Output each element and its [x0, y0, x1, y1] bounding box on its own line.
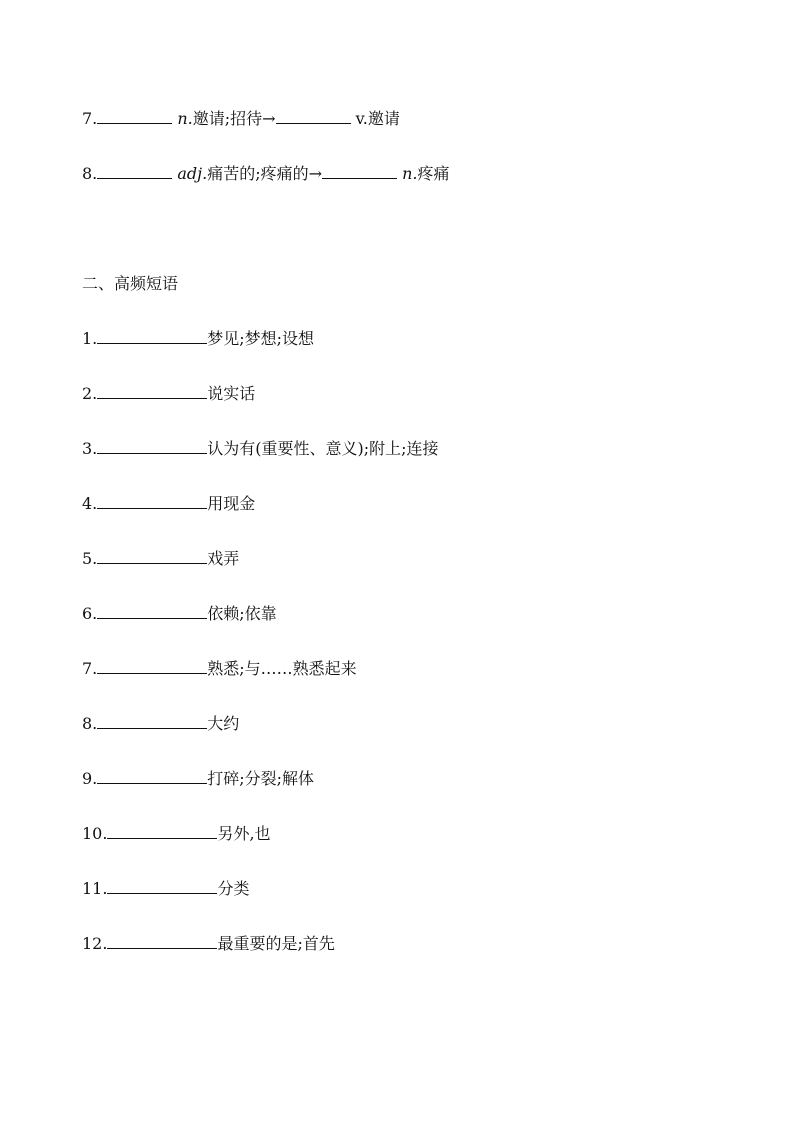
phrase-item: [82, 658, 357, 679]
answer-blank[interactable]: [97, 438, 207, 454]
answer-blank[interactable]: [107, 933, 217, 949]
item-meaning: 依赖;依靠: [207, 604, 277, 623]
item-meaning: 大约: [207, 714, 240, 733]
answer-blank[interactable]: [97, 328, 207, 344]
item-number: 9.: [82, 769, 98, 788]
item-meaning: 戏弄: [207, 549, 240, 568]
answer-blank[interactable]: [97, 713, 207, 729]
phrase-item: [82, 768, 314, 789]
part-of-speech: adj.: [177, 164, 208, 183]
answer-blank[interactable]: [97, 383, 207, 399]
item-meaning: 打碎;分裂;解体: [207, 769, 315, 788]
answer-blank[interactable]: [97, 108, 172, 124]
item-number: 8.: [82, 714, 98, 733]
item-meaning: 说实话: [207, 384, 256, 403]
part-of-speech: v.: [355, 109, 368, 128]
item-meaning: 熟悉;与……熟悉起来: [207, 659, 357, 678]
answer-blank[interactable]: [97, 768, 207, 784]
answer-blank[interactable]: [322, 163, 397, 179]
phrase-item: [82, 603, 277, 624]
answer-blank[interactable]: [107, 823, 217, 839]
item-number: 7.: [82, 109, 98, 128]
item-meaning: 另外,也: [217, 824, 271, 843]
item-meaning: 认为有(重要性、意义);附上;连接: [207, 439, 439, 458]
phrase-item: [82, 878, 249, 899]
item-number: 7.: [82, 659, 98, 678]
item-number: 4.: [82, 494, 98, 513]
item-number: 3.: [82, 439, 98, 458]
phrase-item: [82, 823, 271, 844]
phrase-item: [82, 548, 239, 569]
item-number: 6.: [82, 604, 98, 623]
item-meaning: 最重要的是;首先: [217, 934, 335, 953]
item-number: 11.: [82, 879, 108, 898]
answer-blank[interactable]: [97, 603, 207, 619]
item-meaning: 梦见;梦想;设想: [207, 329, 315, 348]
item-meaning: 用现金: [207, 494, 256, 513]
phrase-item: [82, 328, 314, 349]
item-number: 5.: [82, 549, 98, 568]
answer-blank[interactable]: [97, 548, 207, 564]
vocab-item-7: [82, 108, 400, 129]
phrase-item: [82, 438, 439, 459]
vocab-item-8: [82, 163, 450, 184]
phrase-item: [82, 383, 255, 404]
section-heading: 二、高频短语: [82, 274, 179, 293]
item-meaning: 痛苦的;疼痛的→: [207, 164, 322, 183]
answer-blank[interactable]: [97, 163, 172, 179]
answer-blank[interactable]: [276, 108, 351, 124]
item-meaning: 邀请;招待→: [192, 109, 276, 128]
item-meaning: 邀请: [367, 109, 400, 128]
phrase-item: [82, 493, 255, 514]
answer-blank[interactable]: [97, 658, 207, 674]
item-number: 8.: [82, 164, 98, 183]
item-number: 12.: [82, 934, 108, 953]
item-meaning: 分类: [217, 879, 250, 898]
part-of-speech: n.: [402, 164, 418, 183]
phrase-item: [82, 933, 335, 954]
item-number: 10.: [82, 824, 108, 843]
answer-blank[interactable]: [107, 878, 217, 894]
part-of-speech: n.: [177, 109, 193, 128]
item-meaning: 疼痛: [417, 164, 450, 183]
item-number: 2.: [82, 384, 98, 403]
item-number: 1.: [82, 329, 98, 348]
answer-blank[interactable]: [97, 493, 207, 509]
phrase-item: [82, 713, 239, 734]
